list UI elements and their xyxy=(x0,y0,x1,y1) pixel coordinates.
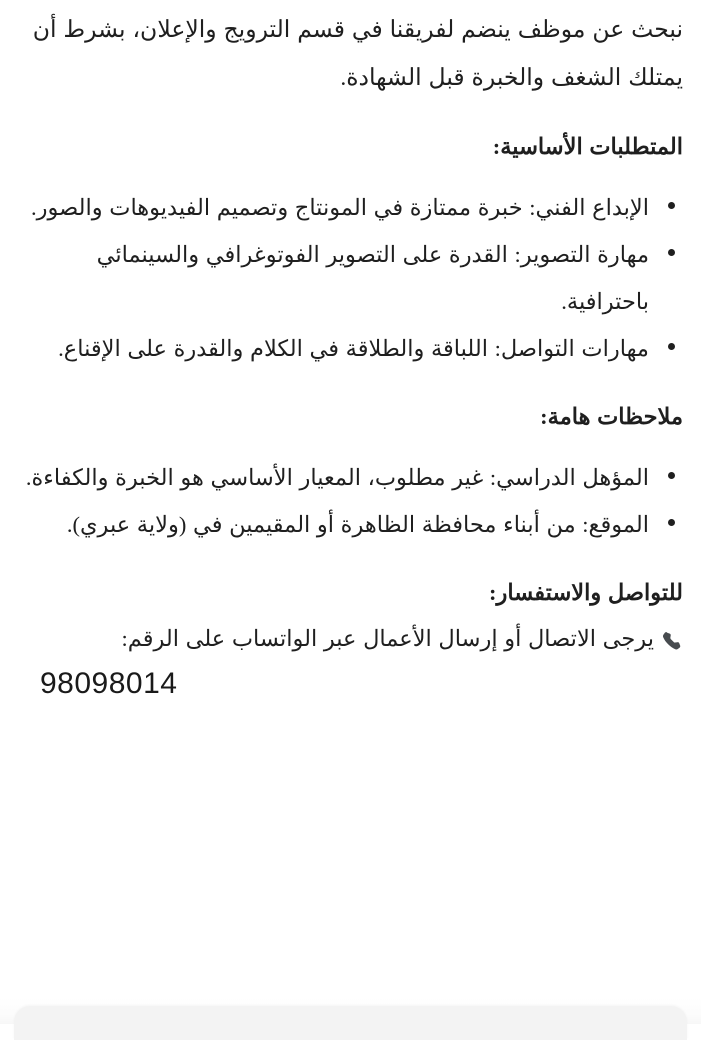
list-item xyxy=(18,184,683,231)
bottom-card-edge xyxy=(14,1006,687,1040)
spacer xyxy=(18,548,683,570)
phone-number[interactable]: 98098014 xyxy=(40,667,178,700)
list-item xyxy=(18,454,683,501)
contact-instruction-row xyxy=(18,616,683,662)
list-item xyxy=(18,501,683,548)
list-item-text: المؤهل الدراسي: غير مطلوب، المعيار الأساسي هو الخبرة والكفاءة. xyxy=(25,465,649,490)
phone-number-row xyxy=(18,662,683,706)
list-item-text: مهارة التصوير: القدرة على التصوير الفوتوغرافي والسينمائي باحترافية. xyxy=(96,242,649,314)
phone-icon xyxy=(661,630,683,652)
list-item-text: مهارات التواصل: اللباقة والطلاقة في الكلام والقدرة على الإقناع. xyxy=(58,336,649,361)
bullet-point-icon xyxy=(668,202,675,209)
section-heading-notes: ملاحظات هامة: xyxy=(540,404,683,429)
list-item xyxy=(18,231,683,325)
requirements-list xyxy=(18,184,683,372)
spacer xyxy=(18,170,683,184)
bullet-point-icon xyxy=(668,519,675,526)
spacer xyxy=(18,440,683,454)
bullet-point-icon xyxy=(668,249,675,256)
spacer xyxy=(18,102,683,124)
list-item xyxy=(18,325,683,372)
section-heading-requirements: المتطلبات الأساسية: xyxy=(492,134,683,159)
list-item-text: الموقع: من أبناء محافظة الظاهرة أو المقيمين في (ولاية عبري). xyxy=(66,512,649,537)
list-item-text: الإبداع الفني: خبرة ممتازة في المونتاج وتصميم الفيديوهات والصور. xyxy=(31,195,649,220)
bullet-point-icon xyxy=(668,472,675,479)
contact-instruction-text: يرجى الاتصال أو إرسال الأعمال عبر الواتساب على الرقم: xyxy=(121,626,654,651)
notes-list xyxy=(18,454,683,548)
bullet-point-icon xyxy=(668,343,675,350)
intro-paragraph: نبحث عن موظف ينضم لفريقنا في قسم الترويج والإعلان، بشرط أن يمتلك الشغف والخبرة قبل الشهادة. xyxy=(32,17,683,91)
bottom-fade xyxy=(0,998,701,1024)
section-heading-contact: للتواصل والاستفسار: xyxy=(489,580,683,605)
spacer xyxy=(18,372,683,394)
